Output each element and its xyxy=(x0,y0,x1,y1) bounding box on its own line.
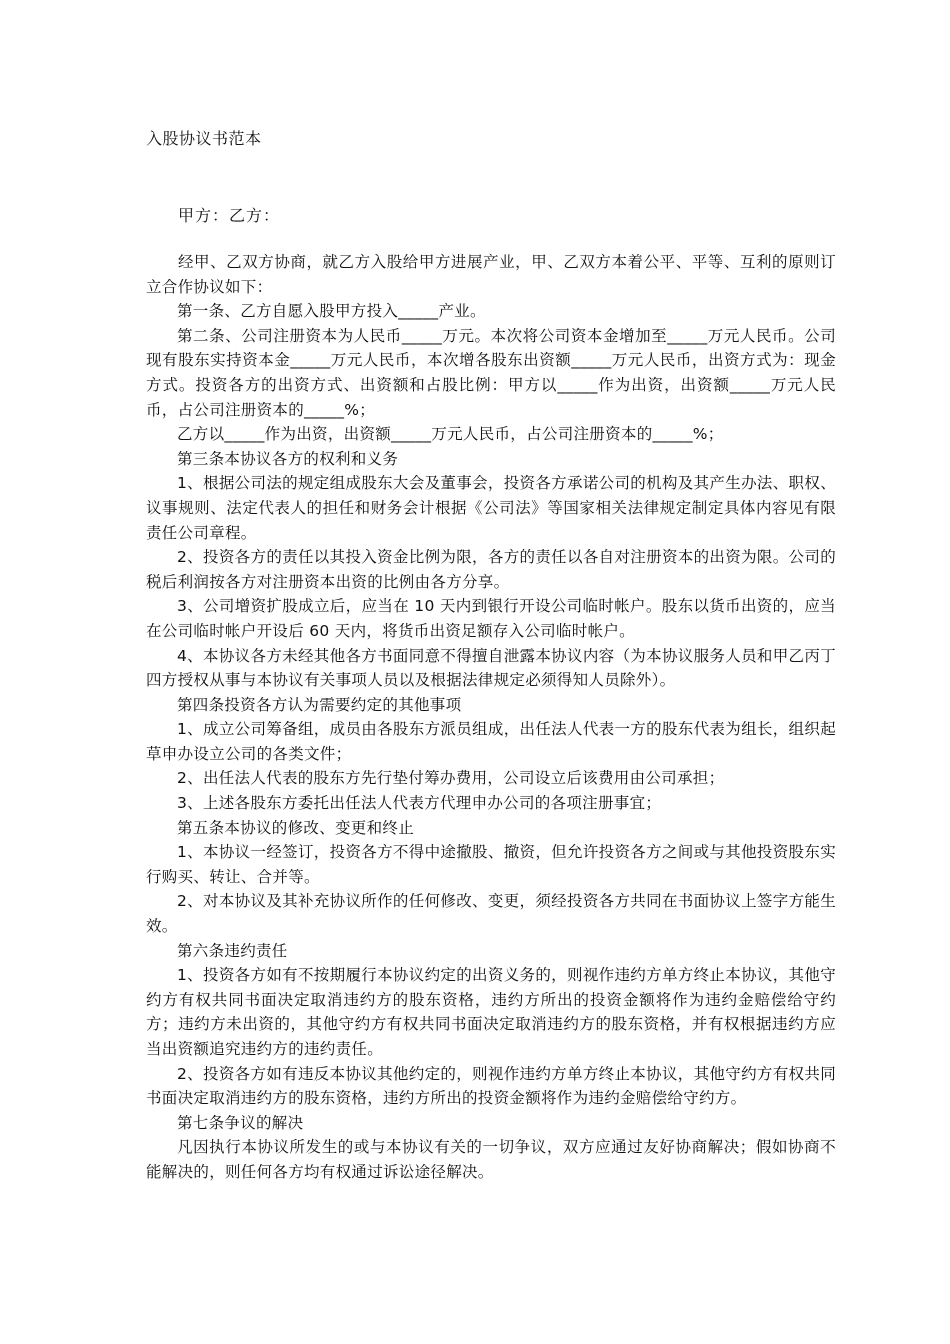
paragraph-article-3-item-3: 3、公司增资扩股成立后，应当在 10 天内到银行开设公司临时帐户。股东以货币出资的，应当在公司临时帐户开设后 60 天内，将货币出资足额存入公司临时帐户。 xyxy=(146,597,836,640)
paragraph-article-4-item-1: 1、成立公司筹备组，成员由各股东方派员组成，出任法人代表一方的股东代表为组长，组织起草申办设立公司的各类文件； xyxy=(146,720,836,763)
paragraph-intro: 经甲、乙双方协商，就乙方入股给甲方进展产业，甲、乙双方本着公平、平等、互利的原则订立合作协议如下： xyxy=(146,253,836,296)
paragraph-article-5-item-1: 1、本协议一经签订，投资各方不得中途撤股、撤资，但允许投资各方之间或与其他投资股东实行购买、转让、合并等。 xyxy=(146,843,836,886)
heading-article-6: 第六条违约责任 xyxy=(177,941,288,960)
paragraph-article-6-item-1: 1、投资各方如有不按期履行本协议约定的出资义务的，则视作违约方单方终止本协议，其他守约方有权共同书面决定取消违约方的股东资格，违约方所出的投资金额将作为违约金赔偿给守约方；违约方未出资的，其他守约方有权共同书面决定取消违约方的股东资格，并有权根据违约方应当出资额追究违约方的违约责任。 xyxy=(146,966,836,1058)
paragraph-article-5-item-2: 2、对本协议及其补充协议所作的任何修改、变更，须经投资各方共同在书面协议上签字方能生效。 xyxy=(146,892,836,936)
paragraph-article-7-body: 凡因执行本协议所发生的或与本协议有关的一切争议，双方应通过友好协商解决；假如协商不能解决的，则任何各方均有权通过诉讼途径解决。 xyxy=(146,1138,836,1181)
document-body xyxy=(146,250,836,1185)
paragraph-article-3-item-4: 4、本协议各方未经其他各方书面同意不得擅自泄露本协议内容（为本协议服务人员和甲乙丙丁四方授权从事与本协议有关事项人员以及根据法律规定必须得知人员除外）。 xyxy=(146,646,836,690)
document-title: 入股协议书范本 xyxy=(146,129,262,148)
paragraph-article-1: 第一条、乙方自愿入股甲方投入_____产业。 xyxy=(177,302,486,321)
paragraph-article-4-item-3: 3、上述各股东方委托出任法人代表方代理申办公司的各项注册事宜； xyxy=(177,794,662,813)
paragraph-article-4-item-2: 2、出任法人代表的股东方先行垫付筹办费用，公司设立后该费用由公司承担； xyxy=(177,769,725,788)
paragraph-article-3-item-1: 1、根据公司法的规定组成股东大会及董事会，投资各方承诺公司的机构及其产生办法、职权、议事规则、法定代表人的担任和财务会计根据《公司法》等国家相关法律规定制定具体内容见有限责任公司章程。 xyxy=(146,474,836,542)
paragraph-party-b-contribution: 乙方以_____作为出资，出资额_____万元人民币，占公司注册资本的_____%； xyxy=(177,425,724,444)
paragraph-article-3-item-2: 2、投资各方的责任以其投入资金比例为限，各方的责任以各自对注册资本的出资为限。公司的税后利润按各方对注册资本出资的比例由各方分享。 xyxy=(146,548,836,591)
heading-article-7: 第七条争议的解决 xyxy=(177,1113,304,1132)
heading-article-4: 第四条投资各方认为需要约定的其他事项 xyxy=(177,695,462,714)
paragraph-article-6-item-2: 2、投资各方如有违反本协议其他约定的，则视作违约方单方终止本协议，其他守约方有权共同书面决定取消违约方的股东资格，违约方所出的投资金额将作为违约金赔偿给守约方。 xyxy=(146,1064,836,1108)
parties-line: 甲方：乙方： xyxy=(178,206,281,225)
paragraph-article-2: 第二条、公司注册资本为人民币_____万元。本次将公司资本金增加至_____万元人民币。公司现有股东实持资本金_____万元人民币，本次增各股东出资额_____万元人民币，出资方式为：现金方式。投资各方的出资方式、出资额和占股比例：甲方以_____作为出资，出资额_____万元人民币，占公司注册资本的_____%； xyxy=(146,326,836,419)
heading-article-3: 第三条本协议各方的权利和义务 xyxy=(177,449,399,468)
heading-article-5: 第五条本协议的修改、变更和终止 xyxy=(177,818,415,837)
